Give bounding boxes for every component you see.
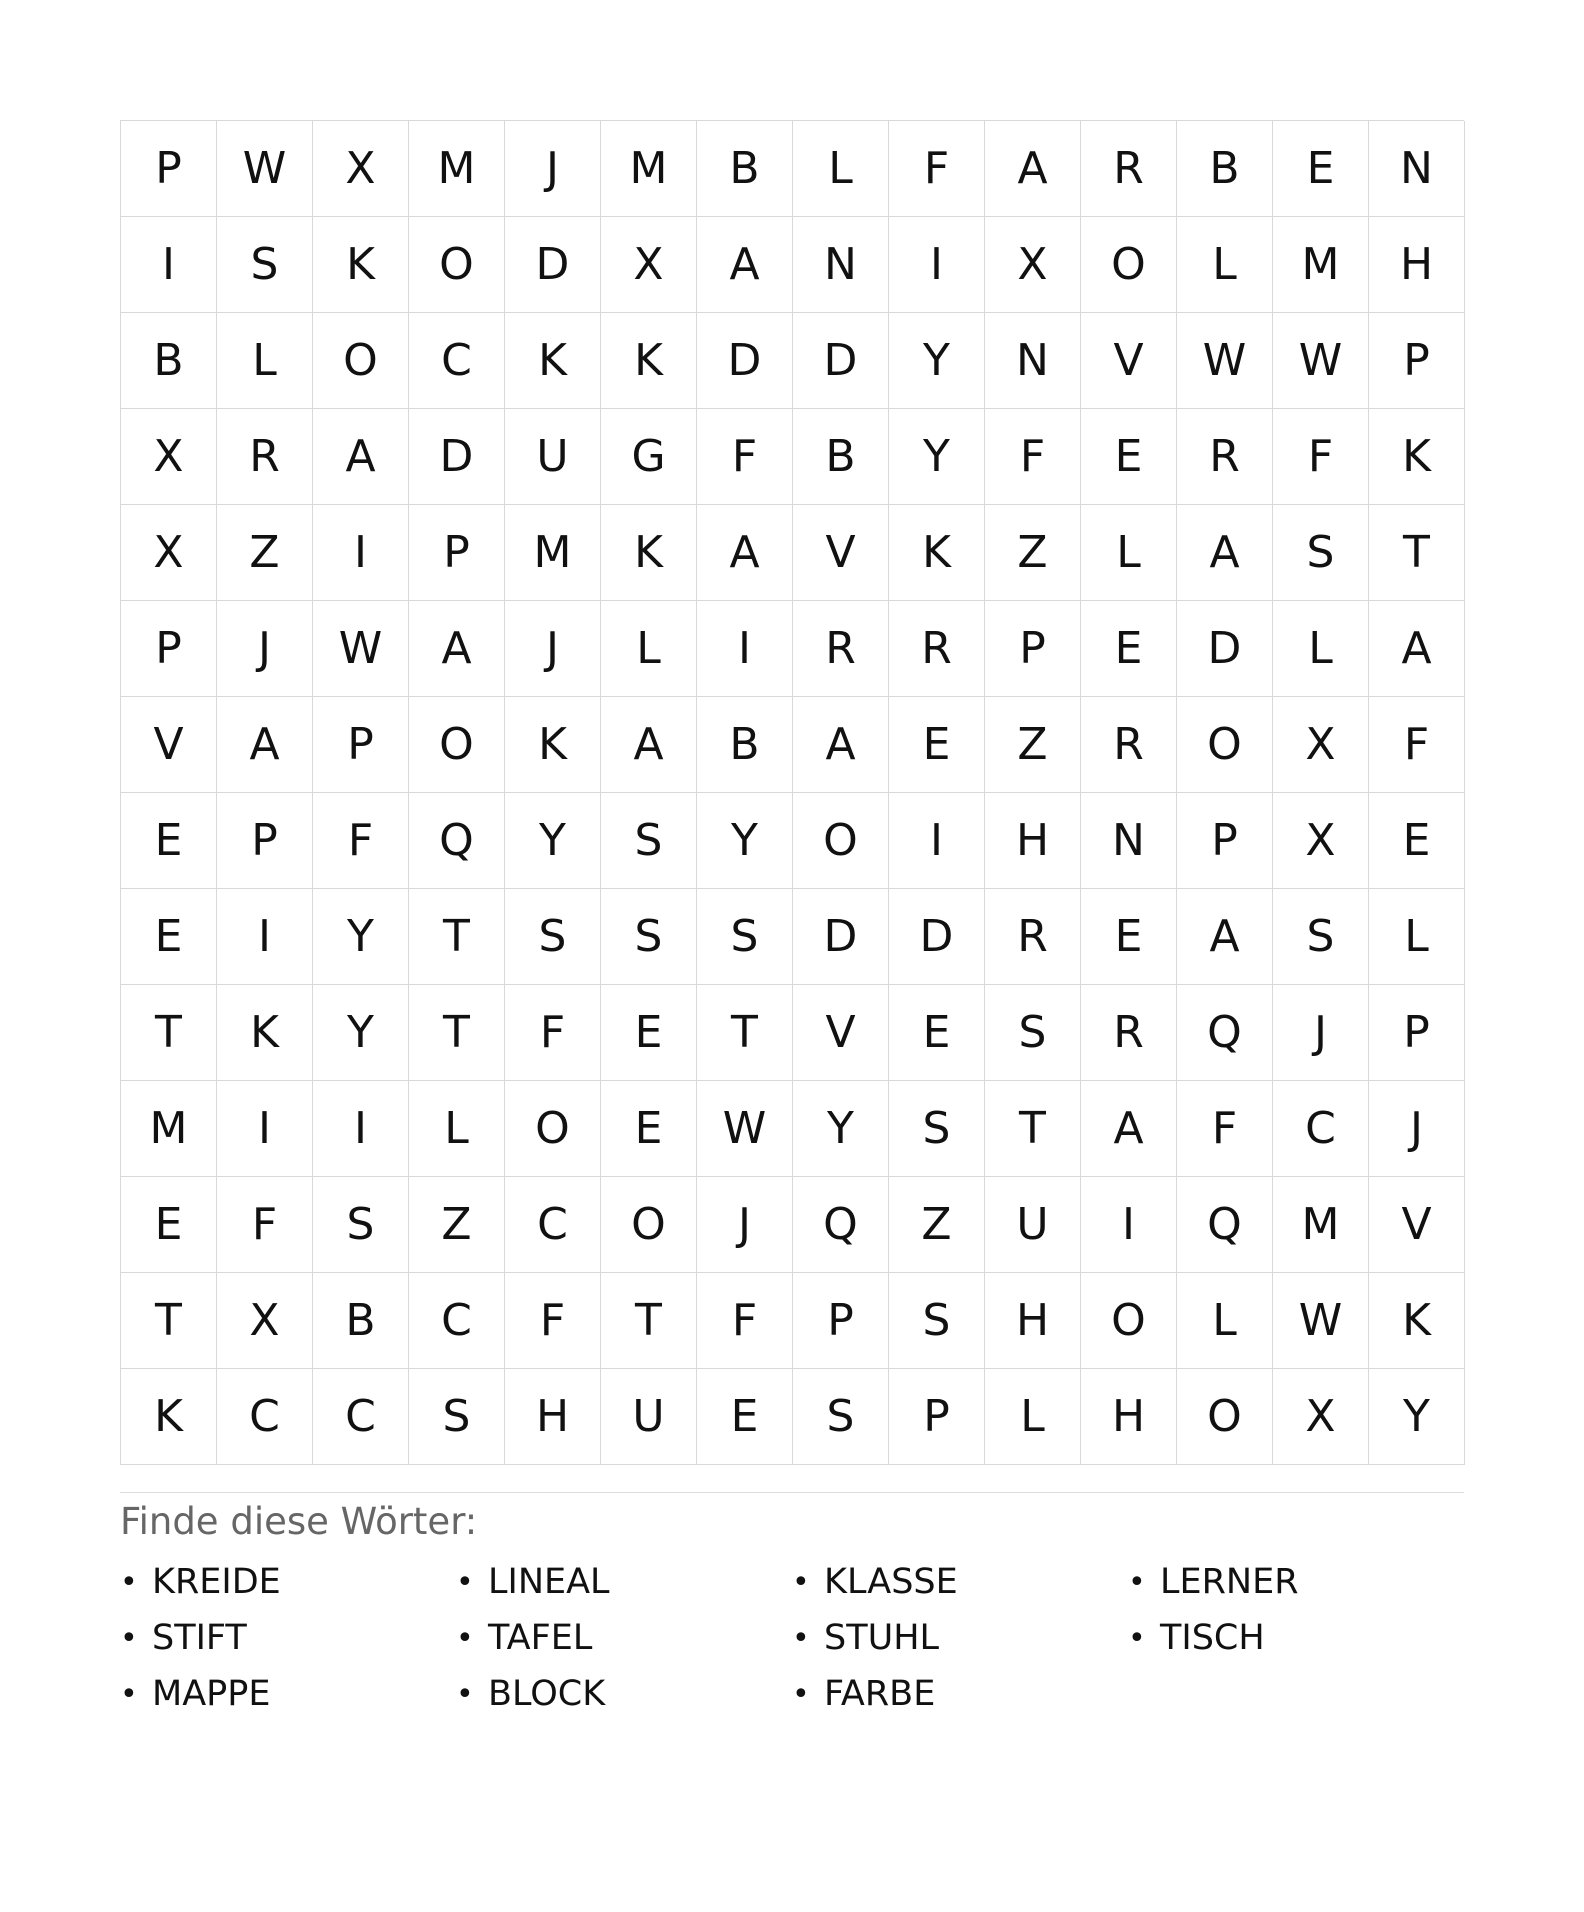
grid-cell[interactable]: S [505, 889, 601, 985]
word-label: BLOCK [488, 1674, 606, 1714]
word-label: STIFT [152, 1618, 247, 1658]
grid-cell[interactable]: S [697, 889, 793, 985]
grid-cell[interactable]: E [1369, 793, 1465, 889]
word-label: KLASSE [824, 1562, 958, 1602]
grid-cell[interactable]: P [313, 697, 409, 793]
grid-cell[interactable]: A [697, 217, 793, 313]
grid-cell[interactable]: O [409, 217, 505, 313]
word-list-item [792, 1610, 1128, 1666]
grid-cell[interactable]: F [889, 121, 985, 217]
grid-cell[interactable]: W [1273, 1273, 1369, 1369]
word-label: KREIDE [152, 1562, 281, 1602]
word-list-item [456, 1666, 792, 1722]
word-label: LINEAL [488, 1562, 610, 1602]
grid-cell[interactable]: E [889, 985, 985, 1081]
grid-cell[interactable]: W [1273, 313, 1369, 409]
grid-cell[interactable]: Y [505, 793, 601, 889]
bullet-icon: • [1128, 1564, 1146, 1600]
bullet-icon: • [120, 1564, 138, 1600]
grid-cell[interactable]: M [121, 1081, 217, 1177]
grid-cell[interactable]: S [793, 1369, 889, 1465]
grid-cell[interactable]: W [313, 601, 409, 697]
grid-cell[interactable]: O [1081, 217, 1177, 313]
grid-cell[interactable]: A [1177, 505, 1273, 601]
grid-cell[interactable]: V [793, 985, 889, 1081]
grid-cell[interactable]: O [1081, 1273, 1177, 1369]
grid-cell[interactable]: Y [793, 1081, 889, 1177]
grid-cell[interactable]: Y [313, 889, 409, 985]
grid-cell[interactable]: R [889, 601, 985, 697]
grid-cell[interactable]: K [889, 505, 985, 601]
grid-cell[interactable]: U [601, 1369, 697, 1465]
grid-cell[interactable]: J [697, 1177, 793, 1273]
grid-cell[interactable]: F [697, 409, 793, 505]
grid-cell[interactable]: F [985, 409, 1081, 505]
grid-cell[interactable]: K [1369, 409, 1465, 505]
grid-cell[interactable]: P [1369, 313, 1465, 409]
grid-cell[interactable]: A [217, 697, 313, 793]
grid-cell[interactable]: X [121, 409, 217, 505]
grid-cell[interactable]: C [217, 1369, 313, 1465]
grid-cell[interactable]: L [1273, 601, 1369, 697]
grid-cell[interactable]: N [1081, 793, 1177, 889]
grid-cell[interactable]: A [1081, 1081, 1177, 1177]
grid-cell[interactable]: I [217, 889, 313, 985]
grid-cell[interactable]: D [409, 409, 505, 505]
grid-cell[interactable]: R [217, 409, 313, 505]
grid-cell[interactable]: N [1369, 121, 1465, 217]
word-list-item [120, 1666, 456, 1722]
grid-cell[interactable]: S [601, 793, 697, 889]
grid-cell[interactable]: T [121, 1273, 217, 1369]
grid-cell[interactable]: Z [217, 505, 313, 601]
grid-cell[interactable]: K [505, 697, 601, 793]
grid-cell[interactable]: L [217, 313, 313, 409]
word-label: LERNER [1160, 1562, 1299, 1602]
bullet-icon: • [792, 1564, 810, 1600]
grid-cell[interactable]: D [793, 313, 889, 409]
grid-cell[interactable]: Z [985, 697, 1081, 793]
grid-cell[interactable]: K [121, 1369, 217, 1465]
grid-cell[interactable]: S [601, 889, 697, 985]
grid-cell[interactable]: T [985, 1081, 1081, 1177]
grid-cell[interactable]: J [1369, 1081, 1465, 1177]
bullet-icon: • [456, 1564, 474, 1600]
grid-cell[interactable]: A [793, 697, 889, 793]
grid-cell[interactable]: N [985, 313, 1081, 409]
grid-cell[interactable]: O [793, 793, 889, 889]
grid-cell[interactable]: B [793, 409, 889, 505]
grid-cell[interactable]: S [1273, 889, 1369, 985]
grid-cell[interactable]: P [793, 1273, 889, 1369]
word-label: TISCH [1160, 1618, 1265, 1658]
grid-cell[interactable]: P [1369, 985, 1465, 1081]
grid-cell[interactable]: I [1081, 1177, 1177, 1273]
grid-cell[interactable]: O [1177, 697, 1273, 793]
grid-cell[interactable]: U [505, 409, 601, 505]
grid-cell[interactable]: Z [889, 1177, 985, 1273]
grid-cell[interactable]: B [697, 697, 793, 793]
letter-grid [120, 120, 1464, 1465]
grid-cell[interactable]: T [601, 1273, 697, 1369]
grid-cell[interactable]: F [1369, 697, 1465, 793]
grid-cell[interactable]: Z [409, 1177, 505, 1273]
word-label: MAPPE [152, 1674, 271, 1714]
grid-cell[interactable]: L [1369, 889, 1465, 985]
grid-cell[interactable]: S [889, 1081, 985, 1177]
grid-cell[interactable]: H [505, 1369, 601, 1465]
word-label: TAFEL [488, 1618, 593, 1658]
grid-cell[interactable]: I [889, 217, 985, 313]
grid-cell[interactable]: X [601, 217, 697, 313]
grid-cell[interactable]: F [505, 1273, 601, 1369]
grid-cell[interactable]: I [313, 1081, 409, 1177]
grid-cell[interactable]: L [1177, 1273, 1273, 1369]
grid-cell[interactable]: G [601, 409, 697, 505]
word-list-item [1128, 1554, 1464, 1610]
grid-cell[interactable]: P [121, 121, 217, 217]
grid-cell[interactable]: I [697, 601, 793, 697]
grid-cell[interactable]: W [697, 1081, 793, 1177]
grid-cell[interactable]: J [217, 601, 313, 697]
grid-cell[interactable]: L [1081, 505, 1177, 601]
grid-cell[interactable]: Q [793, 1177, 889, 1273]
grid-cell[interactable]: A [313, 409, 409, 505]
word-list-item [456, 1610, 792, 1666]
grid-cell[interactable]: A [601, 697, 697, 793]
grid-cell[interactable]: T [121, 985, 217, 1081]
word-list-item [120, 1610, 456, 1666]
grid-cell[interactable]: T [409, 985, 505, 1081]
grid-cell[interactable]: B [697, 121, 793, 217]
grid-cell[interactable]: M [601, 121, 697, 217]
grid-cell[interactable]: Y [1369, 1369, 1465, 1465]
grid-cell[interactable]: R [1081, 121, 1177, 217]
grid-cell[interactable]: L [409, 1081, 505, 1177]
grid-cell[interactable]: X [313, 121, 409, 217]
grid-cell[interactable]: L [793, 121, 889, 217]
grid-cell[interactable]: Y [697, 793, 793, 889]
grid-cell[interactable]: Q [1177, 985, 1273, 1081]
grid-cell[interactable]: E [601, 985, 697, 1081]
grid-cell[interactable]: A [697, 505, 793, 601]
grid-cell[interactable]: Q [409, 793, 505, 889]
grid-cell[interactable]: U [985, 1177, 1081, 1273]
grid-cell[interactable]: S [409, 1369, 505, 1465]
word-label: STUHL [824, 1618, 940, 1658]
grid-cell[interactable]: B [1177, 121, 1273, 217]
grid-cell[interactable]: C [409, 1273, 505, 1369]
grid-cell[interactable]: R [1081, 697, 1177, 793]
grid-cell[interactable]: W [1177, 313, 1273, 409]
grid-cell[interactable]: J [505, 121, 601, 217]
bullet-icon: • [792, 1620, 810, 1656]
grid-cell[interactable]: E [1081, 601, 1177, 697]
grid-cell[interactable]: C [313, 1369, 409, 1465]
grid-cell[interactable]: O [505, 1081, 601, 1177]
grid-cell[interactable]: B [121, 313, 217, 409]
grid-cell[interactable]: E [697, 1369, 793, 1465]
grid-cell[interactable]: I [313, 505, 409, 601]
word-label: FARBE [824, 1674, 936, 1714]
word-list-item [792, 1666, 1128, 1722]
grid-cell[interactable]: D [697, 313, 793, 409]
bullet-icon: • [120, 1676, 138, 1712]
grid-cell[interactable]: D [793, 889, 889, 985]
grid-cell[interactable]: K [313, 217, 409, 313]
grid-cell[interactable]: K [601, 505, 697, 601]
grid-cell[interactable]: M [505, 505, 601, 601]
grid-cell[interactable]: P [121, 601, 217, 697]
grid-cell[interactable]: T [1369, 505, 1465, 601]
grid-cell[interactable]: S [985, 985, 1081, 1081]
grid-cell[interactable]: K [505, 313, 601, 409]
grid-cell[interactable]: P [217, 793, 313, 889]
grid-cell[interactable]: S [313, 1177, 409, 1273]
bullet-icon: • [456, 1620, 474, 1656]
grid-cell[interactable]: R [1177, 409, 1273, 505]
bullet-icon: • [1128, 1620, 1146, 1656]
grid-cell[interactable]: E [1081, 889, 1177, 985]
grid-cell[interactable]: Y [889, 409, 985, 505]
grid-cell[interactable]: X [1273, 697, 1369, 793]
grid-cell[interactable]: C [409, 313, 505, 409]
grid-cell[interactable]: H [985, 1273, 1081, 1369]
grid-cell[interactable]: H [985, 793, 1081, 889]
grid-cell[interactable]: I [889, 793, 985, 889]
word-list-item [120, 1554, 456, 1610]
grid-cell[interactable]: H [1369, 217, 1465, 313]
grid-cell[interactable]: E [121, 1177, 217, 1273]
grid-cell[interactable]: O [601, 1177, 697, 1273]
grid-cell[interactable]: I [121, 217, 217, 313]
grid-cell[interactable]: W [217, 121, 313, 217]
grid-cell[interactable]: F [217, 1177, 313, 1273]
grid-cell[interactable]: K [217, 985, 313, 1081]
grid-cell[interactable]: V [793, 505, 889, 601]
grid-cell[interactable]: J [505, 601, 601, 697]
grid-cell[interactable]: L [601, 601, 697, 697]
grid-cell[interactable]: B [313, 1273, 409, 1369]
word-list [120, 1554, 1464, 1722]
divider [120, 1492, 1464, 1493]
grid-cell[interactable]: T [697, 985, 793, 1081]
grid-cell[interactable]: X [1273, 1369, 1369, 1465]
grid-cell[interactable]: Q [1177, 1177, 1273, 1273]
grid-cell[interactable]: C [1273, 1081, 1369, 1177]
grid-cell[interactable]: F [1177, 1081, 1273, 1177]
grid-cell[interactable]: V [1081, 313, 1177, 409]
grid-cell[interactable]: X [217, 1273, 313, 1369]
grid-cell[interactable]: D [505, 217, 601, 313]
word-search-puzzle [120, 120, 1464, 1465]
grid-cell[interactable]: E [601, 1081, 697, 1177]
grid-cell[interactable]: V [121, 697, 217, 793]
grid-cell[interactable]: D [889, 889, 985, 985]
grid-cell[interactable]: D [1177, 601, 1273, 697]
grid-cell[interactable]: S [1273, 505, 1369, 601]
grid-cell[interactable]: P [1177, 793, 1273, 889]
grid-cell[interactable]: X [1273, 793, 1369, 889]
grid-cell[interactable]: J [1273, 985, 1369, 1081]
word-list-item [792, 1554, 1128, 1610]
grid-cell[interactable]: M [1273, 1177, 1369, 1273]
grid-cell[interactable]: O [409, 697, 505, 793]
grid-cell[interactable]: F [313, 793, 409, 889]
grid-cell[interactable]: L [985, 1369, 1081, 1465]
grid-cell[interactable]: C [505, 1177, 601, 1273]
grid-cell[interactable]: M [1273, 217, 1369, 313]
grid-cell[interactable]: Y [313, 985, 409, 1081]
grid-cell[interactable]: A [1177, 889, 1273, 985]
grid-cell[interactable]: M [409, 121, 505, 217]
grid-cell[interactable]: S [217, 217, 313, 313]
grid-cell[interactable]: T [409, 889, 505, 985]
grid-cell[interactable]: F [505, 985, 601, 1081]
grid-cell[interactable]: E [889, 697, 985, 793]
grid-cell[interactable]: E [1273, 121, 1369, 217]
grid-cell[interactable]: E [1081, 409, 1177, 505]
grid-cell[interactable]: R [985, 889, 1081, 985]
grid-cell[interactable]: E [121, 793, 217, 889]
grid-cell[interactable]: S [889, 1273, 985, 1369]
grid-cell[interactable]: V [1369, 1177, 1465, 1273]
grid-cell[interactable]: P [409, 505, 505, 601]
grid-cell[interactable]: K [1369, 1273, 1465, 1369]
grid-cell[interactable]: X [985, 217, 1081, 313]
bullet-icon: • [120, 1620, 138, 1656]
word-list-item [456, 1554, 792, 1610]
grid-cell[interactable]: R [793, 601, 889, 697]
grid-cell[interactable]: P [889, 1369, 985, 1465]
grid-cell[interactable]: P [985, 601, 1081, 697]
grid-cell[interactable]: F [697, 1273, 793, 1369]
grid-cell[interactable]: O [1177, 1369, 1273, 1465]
grid-cell[interactable]: R [1081, 985, 1177, 1081]
grid-cell[interactable]: A [1369, 601, 1465, 697]
word-list-item [1128, 1610, 1464, 1666]
grid-cell[interactable]: H [1081, 1369, 1177, 1465]
bullet-icon: • [792, 1676, 810, 1712]
grid-cell[interactable]: N [793, 217, 889, 313]
grid-cell[interactable]: X [121, 505, 217, 601]
grid-cell[interactable]: Y [889, 313, 985, 409]
grid-cell[interactable]: A [409, 601, 505, 697]
grid-cell[interactable]: I [217, 1081, 313, 1177]
word-list-heading: Finde diese Wörter: [120, 1500, 478, 1543]
grid-cell[interactable]: F [1273, 409, 1369, 505]
grid-cell[interactable]: L [1177, 217, 1273, 313]
bullet-icon: • [456, 1676, 474, 1712]
grid-cell[interactable]: K [601, 313, 697, 409]
grid-cell[interactable]: Z [985, 505, 1081, 601]
grid-cell[interactable]: O [313, 313, 409, 409]
grid-cell[interactable]: E [121, 889, 217, 985]
grid-cell[interactable]: A [985, 121, 1081, 217]
